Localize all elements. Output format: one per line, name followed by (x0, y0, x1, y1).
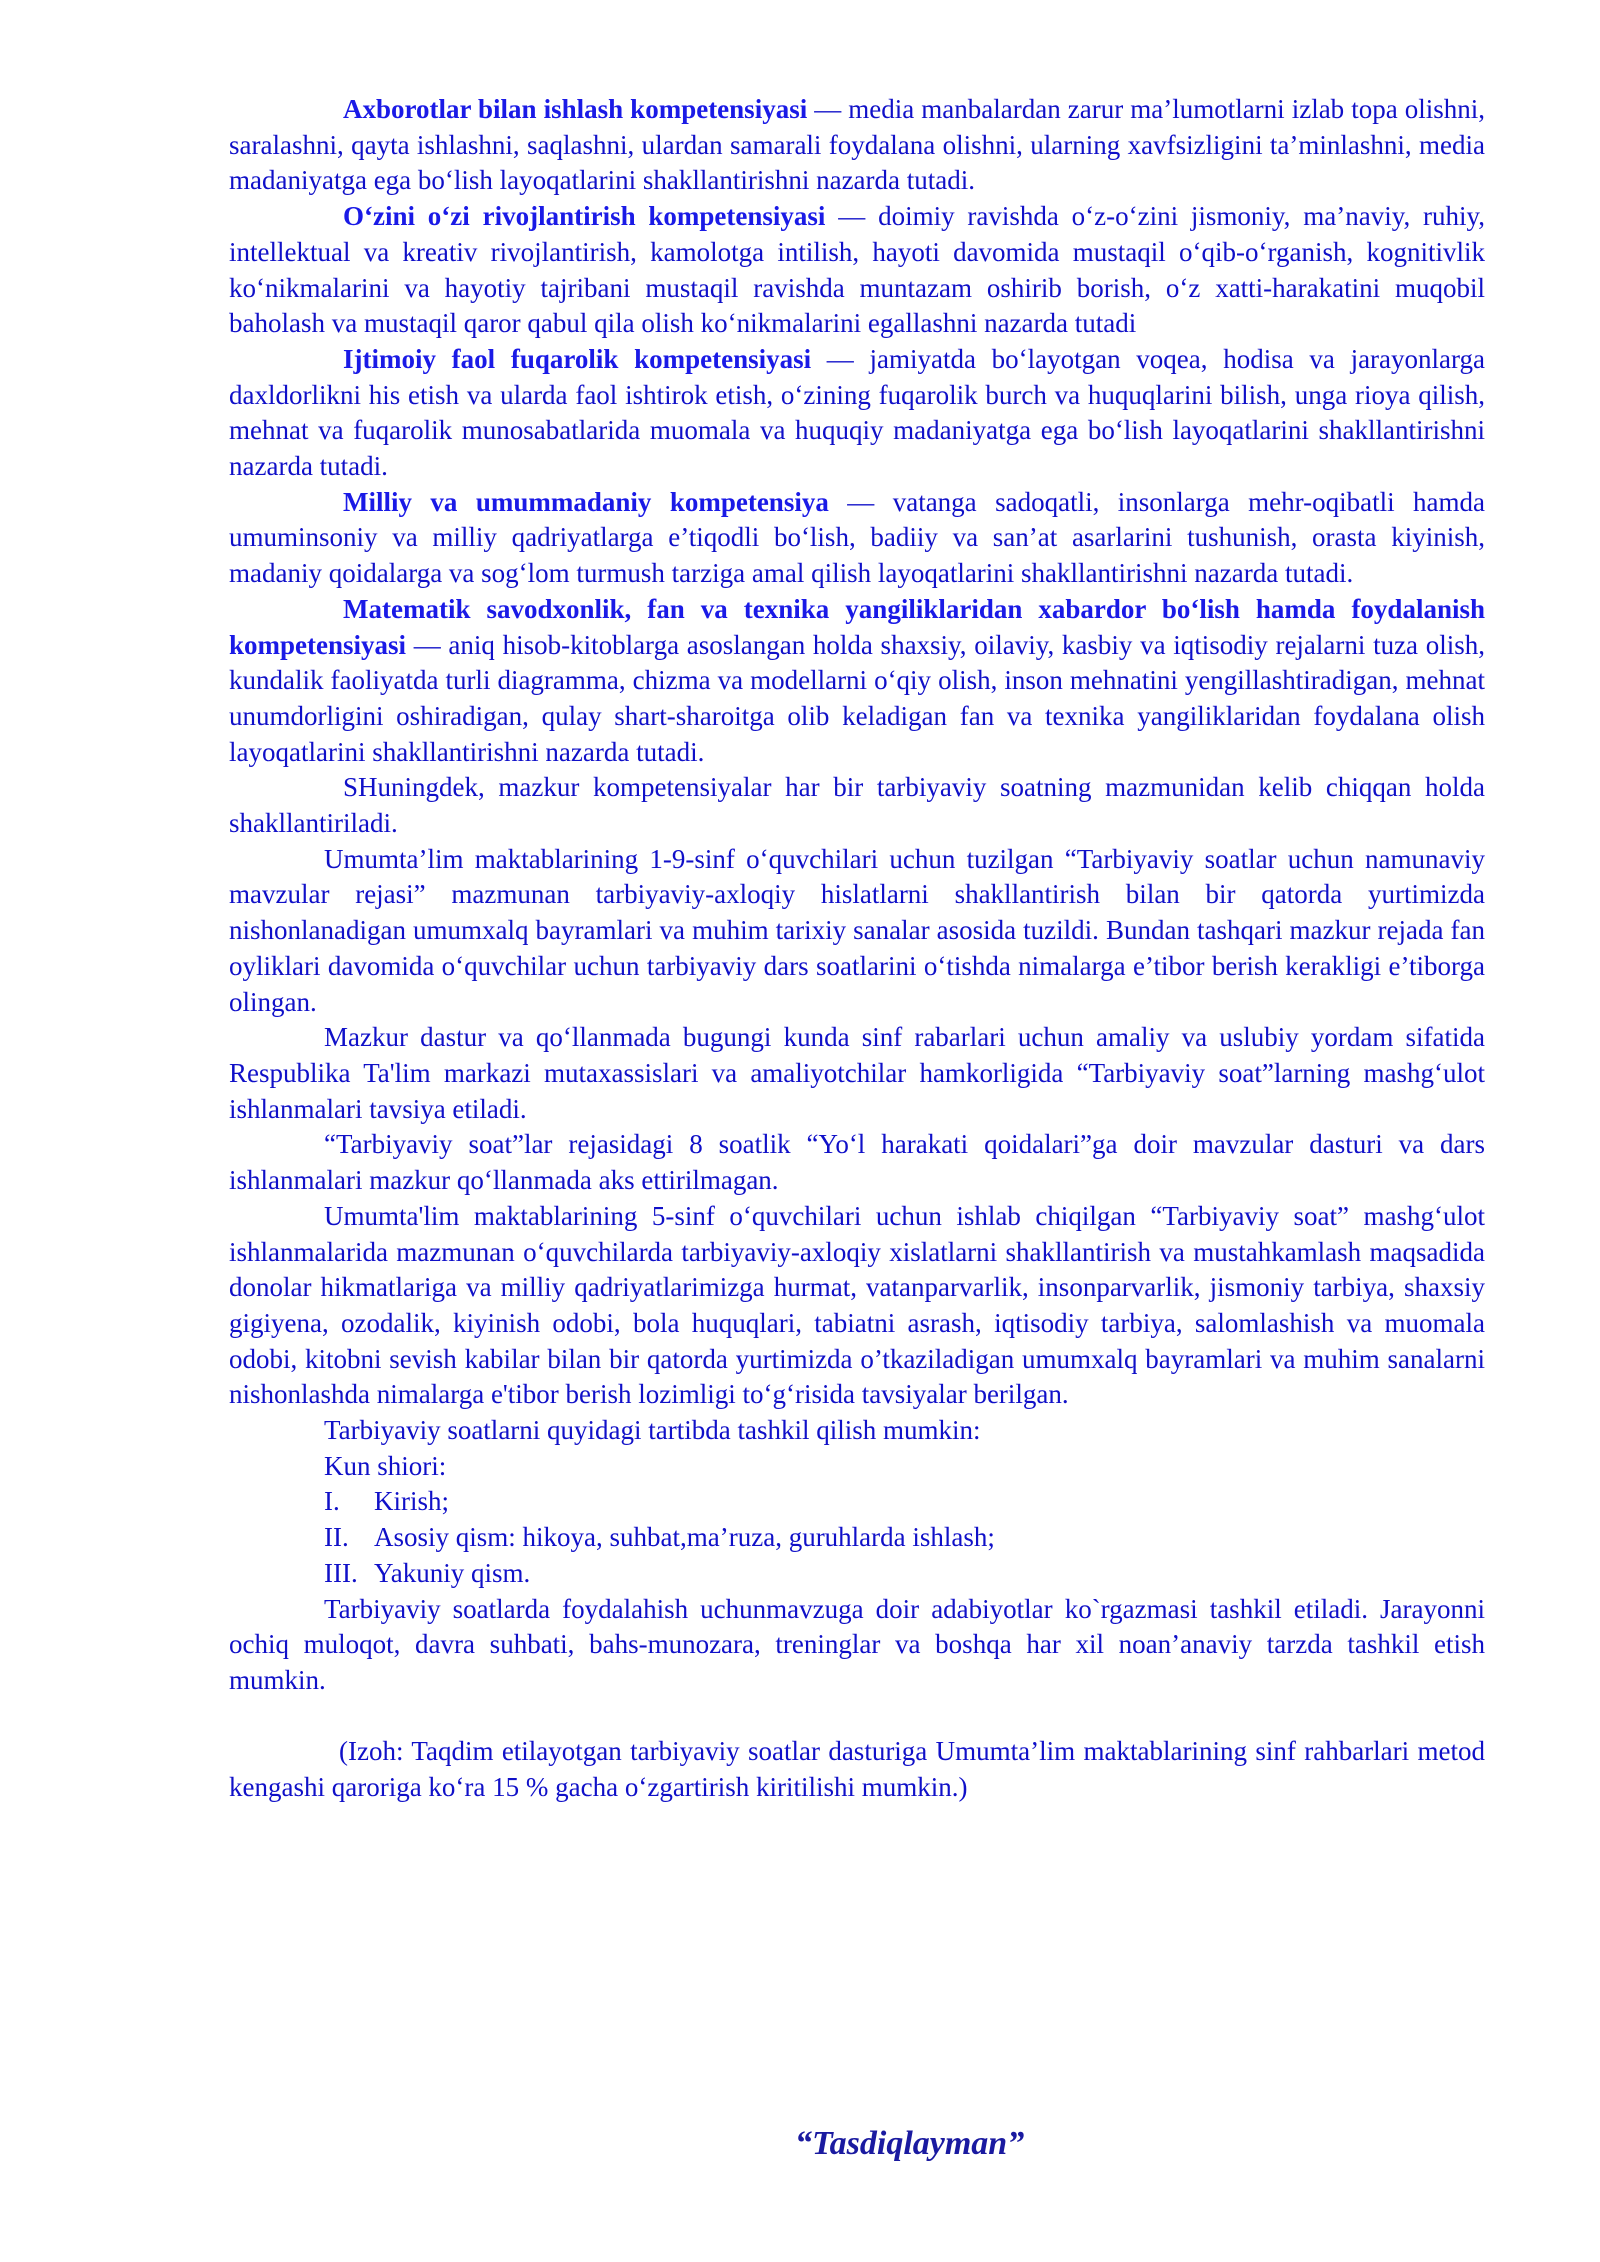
list-text: Asosiy qism: hikoya, suhbat,ma’ruza, guruhlarda ishlash; (374, 1522, 995, 1553)
competency-description: — aniq hisob-kitoblarga asoslangan holda shaxsiy, oilaviy, kasbiy va iqtisodiy rejalarni tuza olish, kundalik faoliyatda turli diagramma, chizma va modellarni o‘qiy olish, inson mehnatini yengillashtiradigan, mehnat unumdorligini oshiradigan, qulay shart-sharoitga olib keladigan fan va texnika yangiliklaridan foydalana olish layoqatlarini shakllantirishni nazarda tutadi. (229, 629, 1485, 767)
motto-label: Kun shiori: (324, 1450, 447, 1481)
list-item (229, 1520, 1485, 1556)
competency-term: Axborotlar bilan ishlash kompetensiyasi (343, 94, 808, 124)
list-item (229, 1484, 1485, 1520)
competency-paragraph (229, 485, 1485, 592)
body-paragraph: Umumta’lim maktablarining 1-9-sinf o‘quvchilari uchun tuzilgan “Tarbiyaviy soatlar uchun namunaviy mavzular rejasi” mazmunan tarbiyaviy-axloqiy hislatlarni shakllantirish bilan bir qatorda yurtimizda nishonlanadigan umumxalq bayramlari va muhim tarixiy sanalar asosida tuzildi. Bundan tashqari mazkur rejada fan oyliklari davomida o‘quvchilar uchun tarbiyaviy dars soatlarini o‘tishda nimalarga e’tibor berish kerakligi e’tiborga olingan. (229, 843, 1485, 1017)
competency-paragraph (229, 92, 1485, 199)
blank-line (229, 1699, 1485, 1735)
list-text: Yakuniy qism. (374, 1557, 531, 1588)
list-text: Kirish; (374, 1486, 450, 1517)
document-body (229, 92, 1485, 1806)
body-paragraph: Tarbiyaviy soatlarda foydalahish uchunmavzuga doir adabiyotlar ko`rgazmasi tashkil etiladi. Jarayonni ochiq muloqot, davra suhbati, bahs-munozara, treninglar va boshqa har xil noan’anaviy tarzda tashkil etish mumkin. (229, 1593, 1485, 1695)
competency-term: O‘zini o‘zi rivojlantirish kompetensiyasi (343, 201, 826, 232)
competency-term: Milliy va umummadaniy kompetensiya (343, 486, 829, 517)
list-number: II. (324, 1522, 349, 1553)
note-paragraph: (Izoh: Taqdim etilayotgan tarbiyaviy soatlar dasturiga Umumta’lim maktablarining sinf rahbarlari metod kengashi qaroriga ko‘ra 15 % gacha o‘zgartirish kiritilishi mumkin.) (229, 1736, 1485, 1803)
list-item (229, 1556, 1485, 1592)
competency-description: — media manbalardan zarur ma’lumotlarni izlab topa olishni, saralashni, qayta ishlashni, saqlashni, ulardan samarali foydalana olishni, ularning xavfsizligini ta’minlashni, media madaniyatga ega bo‘lish layoqatlarini shakllantirishni nazarda tutadi. (229, 94, 1485, 196)
competency-description: — jamiyatda bo‘layotgan voqea, hodisa va jarayonlarga daxldorlikni his etish va ularda faol ishtirok etish, o‘zining fuqarolik burch va huquqlarini bilish, unga rioya qilish, mehnat va fuqarolik munosabatlarida muomala va huquqiy madaniyatga ega bo‘lish layoqatlarini shakllantirishni nazarda tutadi. (229, 343, 1486, 482)
competency-paragraph (229, 199, 1485, 342)
body-paragraph: “Tarbiyaviy soat”lar rejasidagi 8 soatlik “Yo‘l harakati qoidalari”ga doir mavzular dasturi va dars ishlanmalari mazkur qo‘llanmada aks ettirilmagan. (229, 1129, 1485, 1196)
competency-paragraph (229, 592, 1485, 771)
competency-term: Matematik savodxonlik, fan va texnika yangiliklaridan xabardor bo‘lish hamda foydalanish kompetensiyasi (229, 593, 1485, 660)
list-number: III. (324, 1557, 358, 1588)
competency-description: — vatanga sadoqatli, insonlarga mehr-oqibatli hamda umuminsoniy va milliy qadriyatlarga e’tiqodli bo‘lish, badiiy va san’at asarlarini tushunish, orasta kiyinish, madaniy qoidalarga va sog‘lom turmush tarziga amal qilish layoqatlarini shakllantirishni nazarda tutadi. (229, 486, 1485, 589)
competency-paragraph (229, 342, 1485, 485)
body-paragraph: Umumta'lim maktablarining 5-sinf o‘quvchilari uchun ishlab chiqilgan “Tarbiyaviy soat” mashg‘ulot ishlanmalarida mazmunan o‘quvchilarda tarbiyaviy-axloqiy xislatlarni shakllantirish va mustahkamlash maqsadida donolar hikmatlariga va milliy qadriyatlarimizga hurmat, vatanparvarlik, insonparvarlik, jismoniy tarbiya, shaxsiy gigiyena, ozodalik, kiyinish odobi, bola huquqlari, tabiatni asrash, iqtisodiy tarbiya, salomlashish va muomala odobi, kitobni sevish kabilar bilan bir qatorda yurtimizda o’tkaziladigan umumxalq bayramlari va muhim sanalarni nishonlashda nimalarga e'tibor berish lozimligi to‘g‘risida tavsiyalar berilgan. (229, 1200, 1485, 1410)
competency-description: — doimiy ravishda o‘z-o‘zini jismoniy, ma’naviy, ruhiy, intellektual va kreativ rivojlantirish, kamolotga intilish, hayoti davomida mustaqil o‘qib-o‘rganish, kognitivlik ko‘nikmalarini va hayotiy tajribani mustaqil ravishda muntazam oshirib borish, o‘z xatti-harakatini muqobil baholash va mustaqil qaror qabul qila olish ko‘nikmalarini egallashni nazarda tutadi (229, 201, 1486, 339)
body-paragraph: Tarbiyaviy soatlarni quyidagi tartibda tashkil qilish mumkin: (324, 1415, 981, 1446)
approval-heading: “Tasdiqlayman” (795, 2125, 1025, 2162)
body-paragraph: Mazkur dastur va qo‘llanmada bugungi kunda sinf rabarlari uchun amaliy va uslubiy yordam sifatida Respublika Ta'lim markazi mutaxassislari va amaliyotchilar hamkorligida “Tarbiyaviy soat”larning mashg‘ulot ishlanmalari tavsiya etiladi. (229, 1022, 1485, 1124)
competency-term: Ijtimoiy faol fuqarolik kompetensiyasi (343, 343, 812, 374)
body-paragraph: SHuningdek, mazkur kompetensiyalar har bir tarbiyaviy soatning mazmunidan kelib chiqqan holda shakllantiriladi. (229, 772, 1485, 839)
list-number: I. (324, 1486, 340, 1517)
